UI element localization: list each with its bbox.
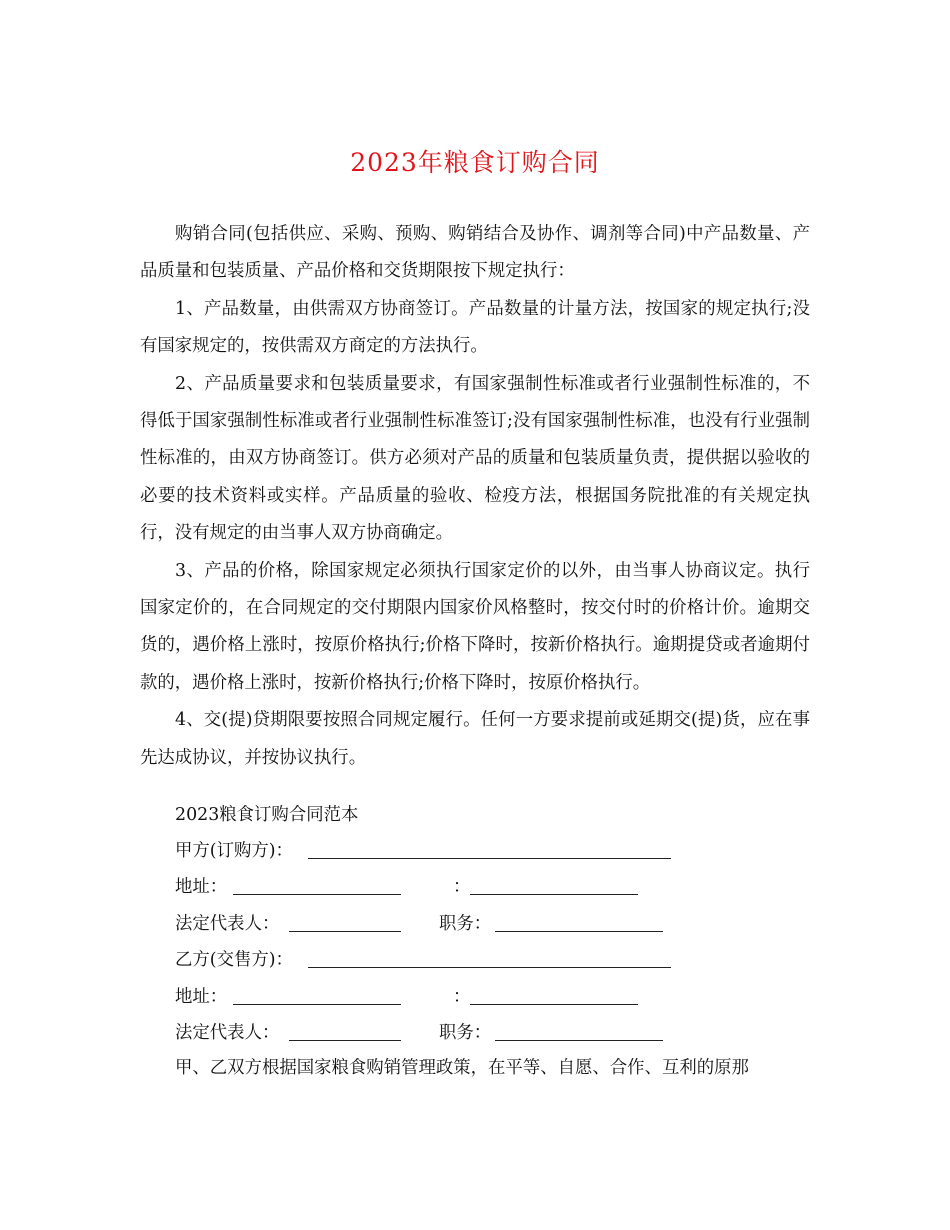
address-a-extra-blank[interactable] bbox=[470, 894, 638, 895]
legal-rep-a-blank[interactable] bbox=[289, 931, 401, 932]
party-b-blank[interactable] bbox=[308, 967, 671, 968]
address-b-colon: ： bbox=[453, 987, 471, 1007]
clause-2-paragraph: 2、产品质量要求和包装质量要求，有国家强制性标准或者行业强制性标准的，不得低于国家强制性标准或者行业强制性标准签订;没有国家强制性标准，也没有行业强制性标准的，由双方协商签订。供方必须对产品的质量和包装质量负责，提供据以验收的必要的技术资料或实样。产品质量的验收、检疫方法，根据国务院批准的有关规定执行，没有规定的由当事人双方协商确定。 bbox=[140, 373, 810, 544]
form-heading: 2023粮食订购合同范本 bbox=[175, 805, 359, 825]
party-a-blank[interactable] bbox=[308, 858, 671, 859]
legal-rep-b-label: 法定代表人： bbox=[175, 1023, 280, 1043]
party-b-label: 乙方(交售方)： bbox=[175, 950, 293, 970]
clause-3-paragraph: 3、产品的价格，除国家规定必须执行国家定价的以外，由当事人协商议定。执行国家定价的，在合同规定的交付期限内国家价风格整时，按交付时的价格计价。逾期交货的，遇价格上涨时，按原价格执行;价格下降时，按新价格执行。逾期提贷或者逾期付款的，遇价格上涨时，按新价格执行;价格下降时，按原价格执行。 bbox=[140, 560, 810, 693]
legal-rep-b-row bbox=[175, 1018, 279, 1048]
address-b-extra-blank[interactable] bbox=[470, 1004, 638, 1005]
address-b-row bbox=[175, 982, 227, 1012]
position-b-blank[interactable] bbox=[495, 1040, 663, 1041]
address-b-label: 地址： bbox=[175, 987, 228, 1007]
address-a-blank[interactable] bbox=[233, 894, 401, 895]
party-a-row bbox=[175, 836, 293, 866]
address-b-blank[interactable] bbox=[233, 1004, 401, 1005]
clause-1-paragraph: 1、产品数量，由供需双方协商签订。产品数量的计量方法，按国家的规定执行;没有国家规定的，按供需双方商定的方法执行。 bbox=[140, 298, 810, 357]
document-title: 2023年粮食订购合同 bbox=[350, 148, 600, 177]
address-a-label: 地址： bbox=[175, 877, 228, 897]
party-b-row bbox=[175, 945, 293, 975]
intro-paragraph: 购销合同(包括供应、采购、预购、购销结合及协作、调剂等合同)中产品数量、产品质量和包装质量、产品价格和交货期限按下规定执行： bbox=[140, 224, 810, 282]
address-a-row bbox=[175, 872, 227, 902]
legal-rep-b-blank[interactable] bbox=[289, 1040, 401, 1041]
position-a-blank[interactable] bbox=[495, 931, 663, 932]
address-a-colon: ： bbox=[453, 877, 471, 897]
closing-line: 甲、乙双方根据国家粮食购销管理政策，在平等、自愿、合作、互利的原那 bbox=[175, 1058, 749, 1078]
legal-rep-a-label: 法定代表人： bbox=[175, 914, 280, 934]
position-b-label: 职务： bbox=[439, 1023, 492, 1043]
party-a-label: 甲方(订购方)： bbox=[175, 841, 293, 861]
position-a-label: 职务： bbox=[439, 914, 492, 934]
contract-body bbox=[140, 216, 810, 777]
clause-4-paragraph: 4、交(提)贷期限要按照合同规定履行。任何一方要求提前或延期交(提)货，应在事先达成协议，并按协议执行。 bbox=[140, 710, 810, 768]
legal-rep-a-row bbox=[175, 909, 279, 939]
